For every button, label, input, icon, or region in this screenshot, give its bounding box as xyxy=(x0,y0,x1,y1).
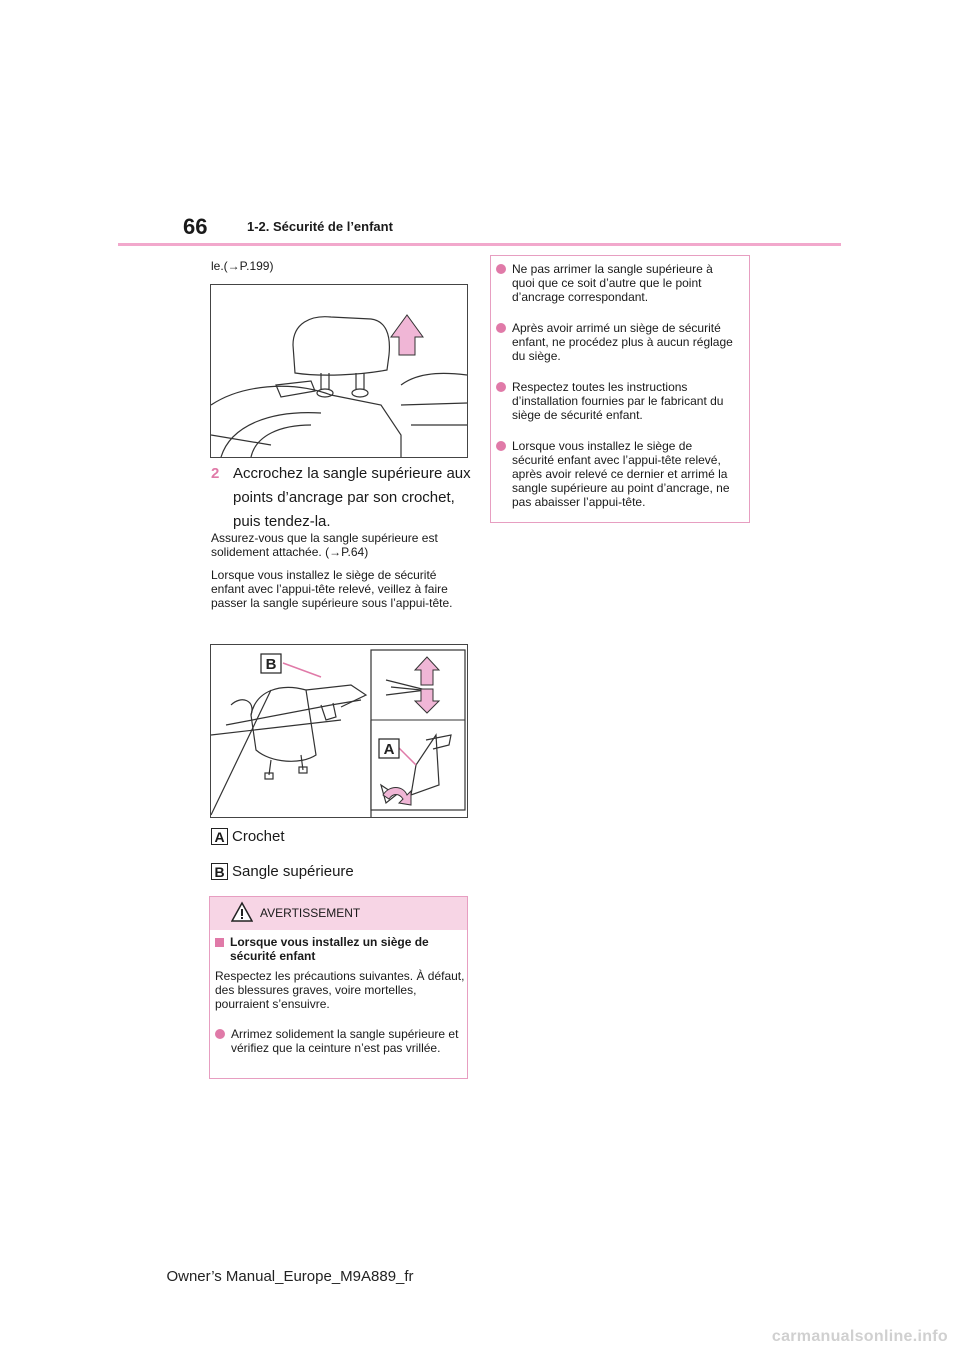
warning-heading xyxy=(215,935,455,963)
warning-item xyxy=(496,439,736,509)
warning-item xyxy=(215,1027,460,1055)
continuation-text: le.(→P.199) xyxy=(211,259,274,273)
warning-item xyxy=(496,262,736,304)
legend-label-crochet: Crochet xyxy=(232,828,285,845)
warning-item-text: Arrimez solidement la sangle supérieure et vérifiez que la ceinture n’est pas vrillée. xyxy=(231,1027,459,1055)
bullet-icon xyxy=(496,264,506,274)
warning-intro: Respectez les précautions suivantes. À défaut, des blessures graves, voire mortelles, pourraient s’ensuivre. xyxy=(215,969,465,1011)
warning-item-text: Respectez toutes les instructions d’installation fournies par le fabricant du siège de sécurité enfant. xyxy=(512,380,724,422)
legend-key-b: B xyxy=(211,863,228,880)
bullet-icon xyxy=(496,382,506,392)
warning-box xyxy=(209,896,468,1079)
warning-item-text: Lorsque vous installez le siège de sécurité enfant avec l’appui-tête relevé, après avoir relevé ce dernier et arrimé la sangle supérieure au point d’ancrage, ne pas abaisser l’appui-tête. xyxy=(512,439,730,509)
step-text: Accrochez la sangle supérieure aux points d’ancrage par son crochet, puis tendez-la. xyxy=(233,465,471,530)
page-number: 66 xyxy=(183,214,208,239)
warning-title: AVERTISSEMENT xyxy=(260,906,361,920)
warning-item-text: Après avoir arrimé un siège de sécurité enfant, ne procédez plus à aucun réglage du siège. xyxy=(512,321,733,363)
legend-row-a xyxy=(211,828,285,845)
bullet-icon xyxy=(496,441,506,451)
footer-text: Owner’s Manual_Europe_M9A889_fr xyxy=(166,1268,414,1285)
note-strap-attached: Assurez-vous que la sangle supérieure est solidement attachée. (→P.64) xyxy=(211,531,438,559)
raise-arrow xyxy=(391,315,423,355)
warning-header xyxy=(210,897,467,930)
bullet-icon xyxy=(215,1029,225,1039)
warning-triangle-icon xyxy=(231,901,253,923)
section-title: 1-2. Sécurité de l’enfant xyxy=(247,219,393,234)
header-rule xyxy=(118,243,841,246)
top-strap-hook-illustration xyxy=(210,644,468,818)
figure-label-b: B xyxy=(265,656,277,673)
legend-label-sangle: Sangle supérieure xyxy=(232,863,354,880)
note-strap-under-headrest: Lorsque vous installez le siège de sécurité enfant avec l’appui-tête relevé, veillez à faire passer la sangle supérieure sous l’appui-tête. xyxy=(211,568,453,610)
warning-item xyxy=(496,380,736,422)
legend-key-a: A xyxy=(211,828,228,845)
warning-heading-text: Lorsque vous installez un siège de sécurité enfant xyxy=(230,935,429,963)
square-bullet-icon xyxy=(215,938,224,947)
headrest-raised-illustration xyxy=(210,284,468,458)
warning-item xyxy=(496,321,736,363)
warning-item-text: Ne pas arrimer la sangle supérieure à quoi que ce soit d’autre que le point d’ancrage correspondant. xyxy=(512,262,713,304)
step-number: 2 xyxy=(211,465,220,482)
watermark: carmanualsonline.info xyxy=(771,1328,948,1345)
legend-row-b xyxy=(211,863,354,880)
footer xyxy=(0,1268,960,1285)
figure-label-a: A xyxy=(383,741,395,758)
bullet-icon xyxy=(496,323,506,333)
warning-continuation-box xyxy=(490,255,750,523)
